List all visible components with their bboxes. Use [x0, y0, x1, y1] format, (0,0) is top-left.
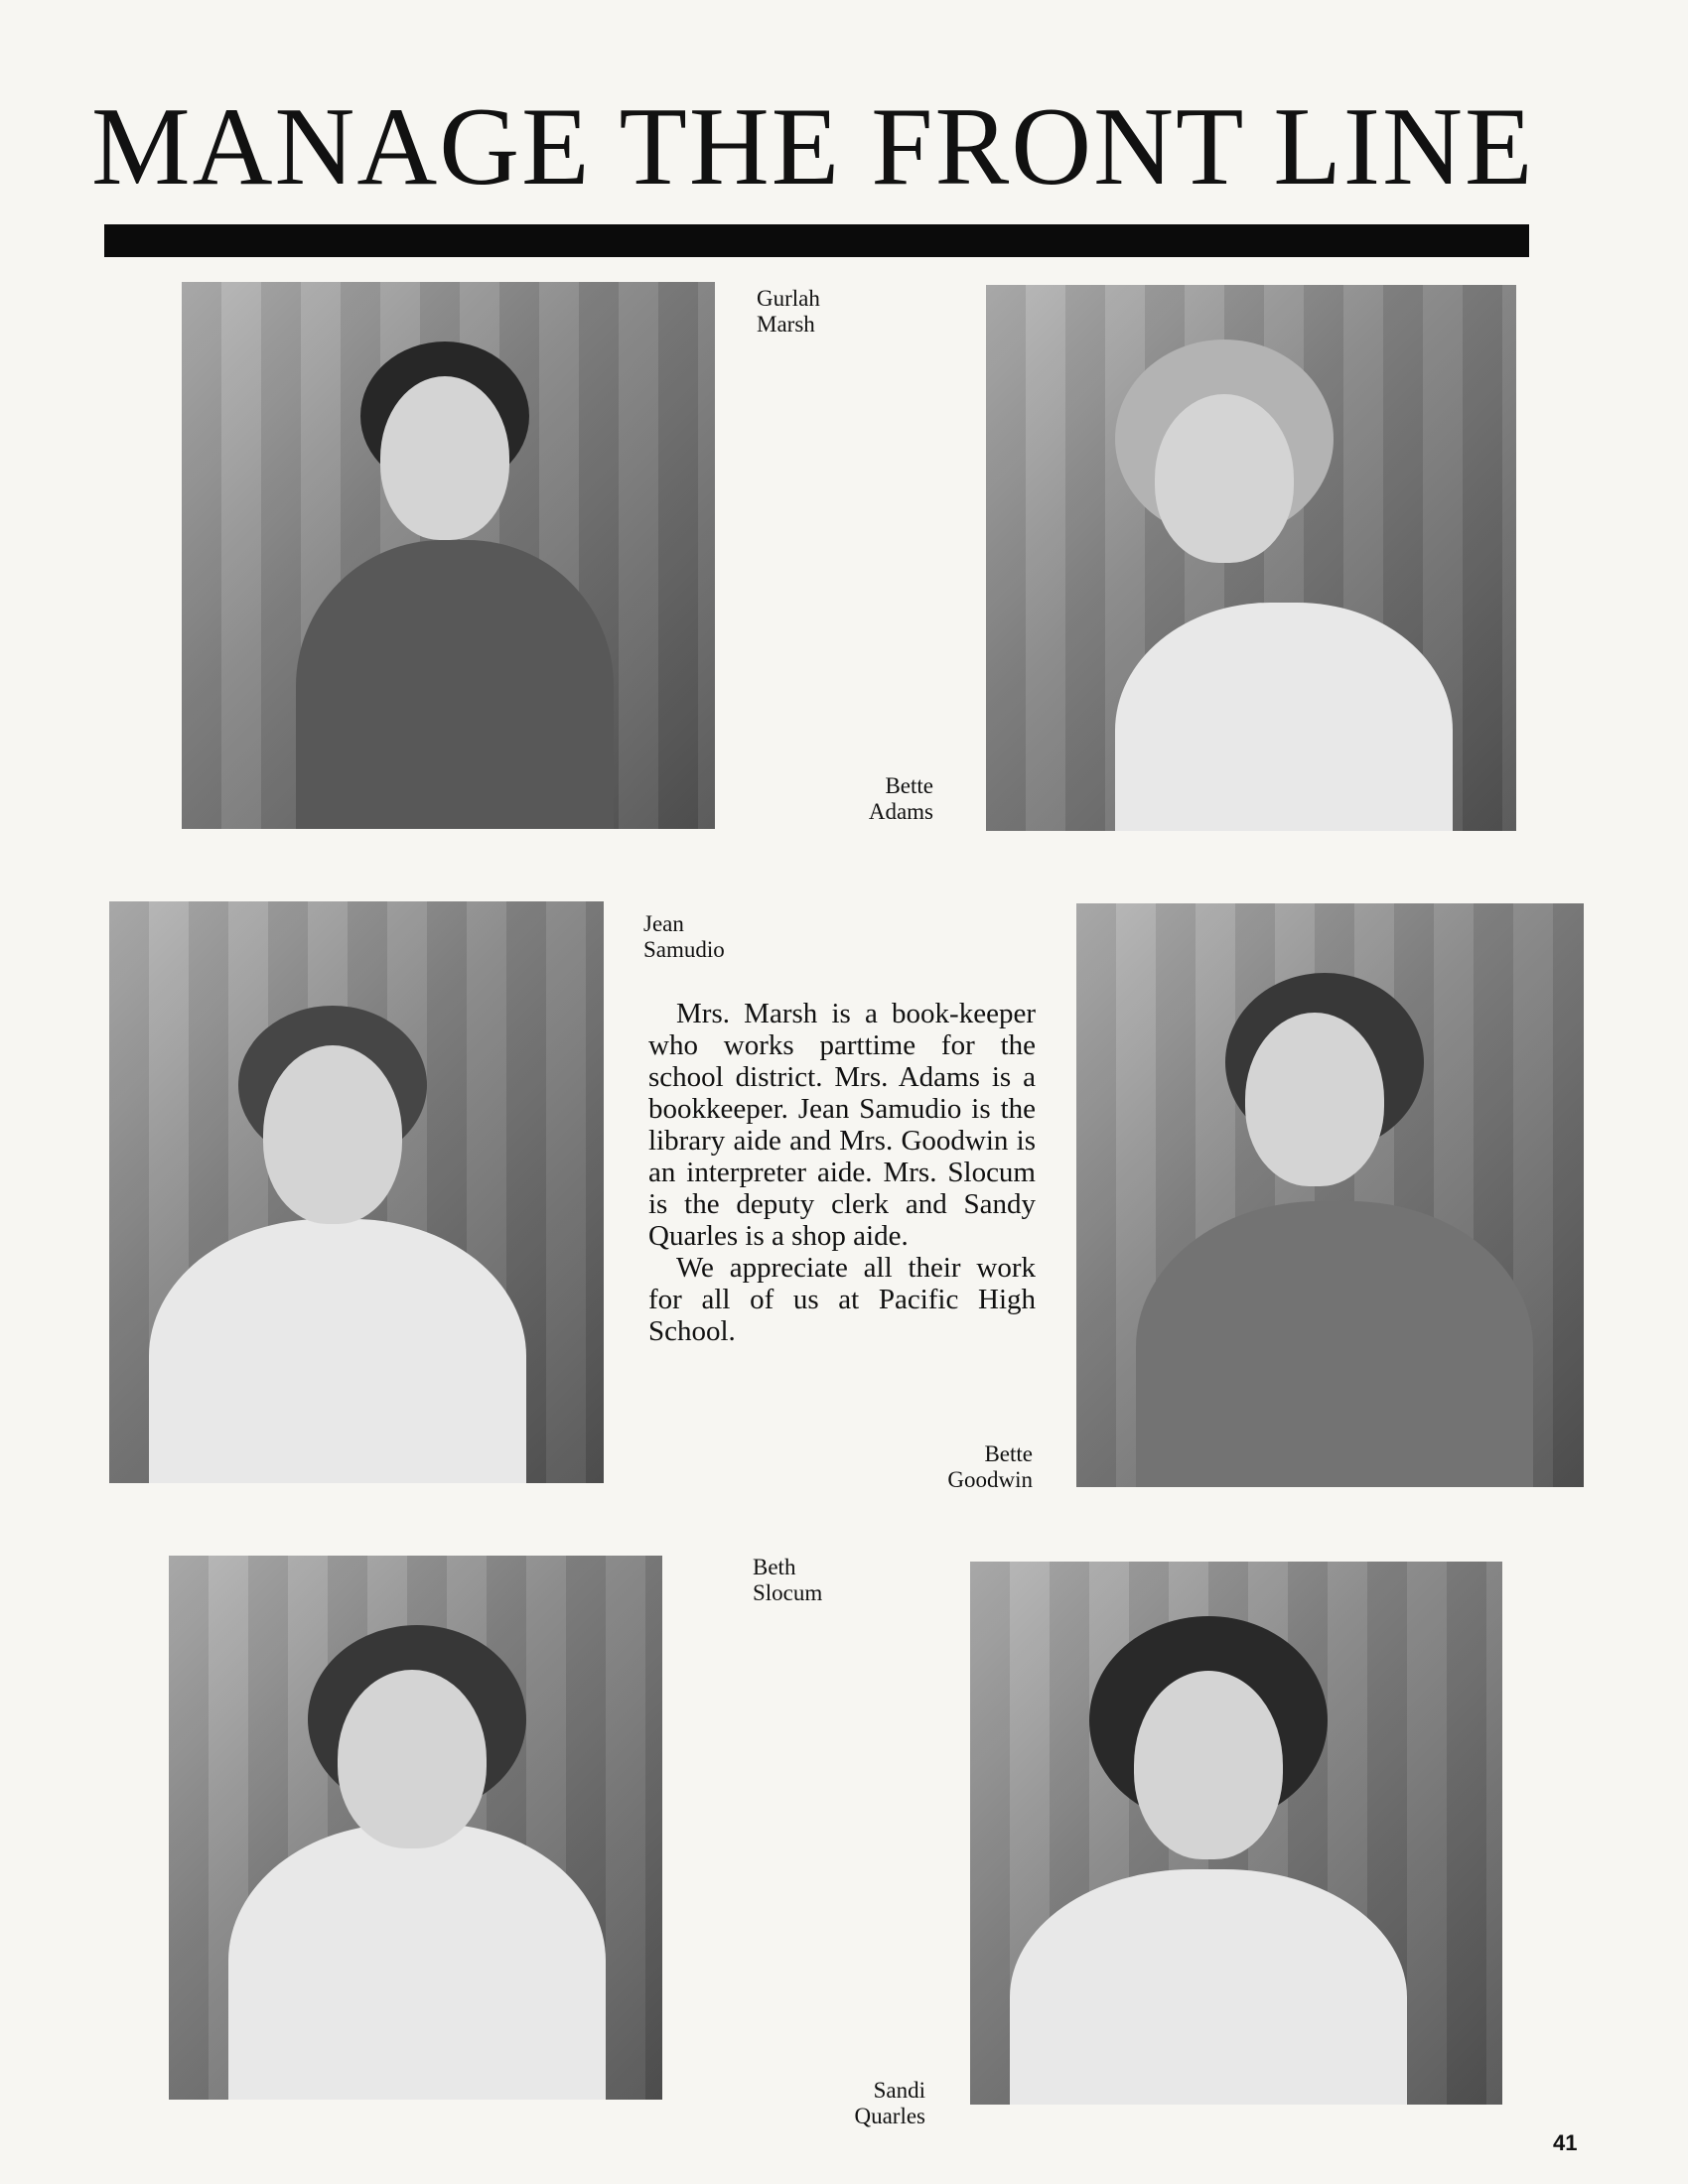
caption-jean-samudio: Jean Samudio: [643, 911, 725, 962]
photo-beth-slocum: [169, 1556, 662, 2100]
title-rule: [104, 224, 1529, 257]
photo-jean-samudio: [109, 901, 604, 1483]
body-text: [648, 998, 1036, 1347]
photo-sandi-quarles: [970, 1562, 1502, 2105]
caption-gurlah-marsh: Gurlah Marsh: [757, 286, 820, 337]
photo-gurlah-marsh: [182, 282, 715, 829]
caption-bette-adams: Bette Adams: [868, 773, 933, 824]
photo-bette-adams: [986, 285, 1516, 831]
caption-sandi-quarles: Sandi Quarles: [854, 2078, 925, 2128]
photo-bette-goodwin: [1076, 903, 1584, 1487]
caption-beth-slocum: Beth Slocum: [753, 1555, 823, 1605]
page-title: MANAGE THE FRONT LINE: [91, 85, 1535, 208]
body-paragraph-2: We appreciate all their work for all of us at Pacific High School.: [648, 1252, 1036, 1347]
caption-bette-goodwin: Bette Goodwin: [947, 1441, 1033, 1492]
page-number: 41: [1553, 2130, 1578, 2155]
body-paragraph-1: Mrs. Marsh is a book-keeper who works parttime for the school district. Mrs. Adams is a bookkeeper. Jean Samudio is the library aide and Mrs. Goodwin is an interpreter aide. Mrs. Slocum is the deputy clerk and Sandy Quarles is a shop aide.: [648, 998, 1036, 1252]
